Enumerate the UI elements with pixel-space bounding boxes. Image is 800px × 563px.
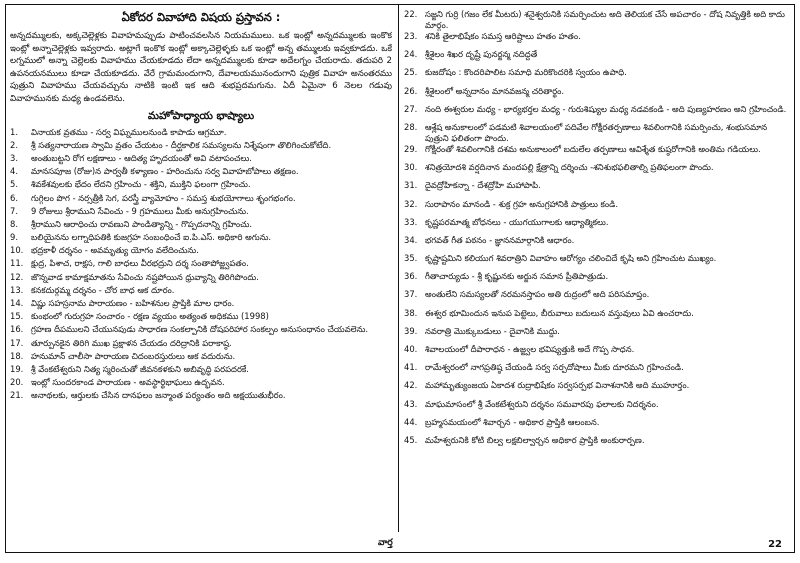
item-text: కుంభంలో గురుగ్రహ సంచారం - రక్షణ వ్యయం అత్యంత అధికము (1998) xyxy=(31,311,269,322)
item-number: 37. xyxy=(404,289,418,300)
item-number: 5. xyxy=(10,179,18,190)
list-item xyxy=(404,217,790,235)
item-text: మాఘమాసంలో శ్రీ వేంకటేశ్వరుని దర్శనం సమవారపు ఫలాలకు నిదర్శనం. xyxy=(425,398,659,409)
item-number: 11. xyxy=(10,258,24,269)
item-text: మహేశ్వరునికి కోటి బిల్వ లక్షబిల్వార్చన అధికార ప్రాప్తికి అంకురార్పణ. xyxy=(425,434,645,445)
list-item xyxy=(404,344,790,362)
item-text: సజ్జని గుర్రి (గజం లేక మీటరు) శనైశ్వరునికి సమర్పించుట అది తెలియక చేసే అపచారం - దోష నివృత్తికి అది కాదు మార్గం. xyxy=(425,9,785,30)
item-number: 23. xyxy=(404,31,418,41)
item-number: 7. xyxy=(10,205,18,216)
list-item xyxy=(404,162,790,180)
list-item xyxy=(10,338,392,351)
intro-paragraph: అన్నదమ్ములకు, అక్కచెల్లెళ్లకు వివాహమప్పుడు పాటించవలసిన నియమములు. ఒక ఇంట్లో అన్నదమ్ములకు ఇంకొక ఇంట్లో అన్నాచెల్లెళ్లకు ఇవ్వరాదు. అట్లాగే ఇంకొక ఇంట్లో అక్కాచెల్లెళ్ళకు ఒక ఇంట్లో అన్న తమ్ములకు ఇవ్వకూడదు. ఒకే లగ్నములో అన్నా చెల్లెలకు వివాహము చేయకూడదు లేదా అన్నదమ్ములకు కూడా అదేలగ్నం చేయరాదు. తదుపరి 2 ఉపనయనములు కూడా చేయకూడదు. వేరే గ్రామమందుగాని, దేవాలయమునందుగాని పుత్రిక వివాహ అనంతరము పుత్రుని వివాహము చేయవచ్చును నాటికి ఇంటి ఇక ఆది శుభప్రదమగును. ఏదీ ఏమైనా 6 నెలల గడువు వివాహమునకు మధ్య ఉండవలెను. xyxy=(10,31,392,104)
list-item xyxy=(404,362,790,380)
list-item xyxy=(10,377,392,390)
item-text: దైవద్రోహికన్నా - దేశద్రోహి మహాపాపి. xyxy=(425,180,541,191)
item-number: 44. xyxy=(404,416,418,427)
list-item xyxy=(10,127,392,140)
item-number: 33. xyxy=(404,216,418,227)
item-text: మానసపూజ (రోజు)న పార్వతీ కళ్యాణం - హరించును సర్వ వివాహబోపాలు తక్షణం. xyxy=(31,166,299,177)
list-item xyxy=(10,311,392,324)
item-number: 43. xyxy=(404,398,418,409)
item-number: 24. xyxy=(404,49,418,60)
list-item xyxy=(404,435,790,453)
item-number: 10. xyxy=(10,245,24,256)
item-number: 40. xyxy=(404,344,418,354)
item-number: 36. xyxy=(404,271,418,282)
list-item xyxy=(404,399,790,417)
item-text: క్షుద్ర, పిశాచ, రాక్షస, గాలి బాధలు వీరభద్రుని దర్శ సంతాపోజ్జ్వపతం. xyxy=(31,258,249,269)
item-number: 41. xyxy=(404,362,418,373)
list-item xyxy=(10,166,392,179)
item-number: 27. xyxy=(404,103,418,114)
item-number: 30. xyxy=(404,162,418,173)
list-item xyxy=(404,9,790,31)
list-item xyxy=(404,144,790,162)
item-text: శ్రీ వేంకటేశ్వరుని నిత్య స్మరించుతో జీవనకళకుని అబివృద్ధి పరపదరకే. xyxy=(31,363,249,374)
section-subtitle: మహోపాధ్యాయ భాష్యాలు xyxy=(147,109,255,122)
item-text: అనాథలకు, ఆర్తులకు చేసిన దానఫలం జన్మాంత పర్యంతం అది అక్షయుతుభీరం. xyxy=(31,390,286,401)
item-text: కనకదుర్గమ్మ దర్శనం - చోర బాధ ఆక దూరం. xyxy=(31,284,175,295)
section-title: ఏకోదర వివాహాది విషయ ప్రస్తావన : xyxy=(121,10,281,24)
item-number: 8. xyxy=(10,218,18,229)
item-number: 19. xyxy=(10,363,24,374)
item-number: 32. xyxy=(404,198,418,209)
item-number: 21. xyxy=(10,390,24,401)
item-text: తూర్పునకైన తిరిగి ముఖ ప్రక్షాళన చేయడం దరిద్రానికి పరాకాష్ఠ. xyxy=(31,337,232,348)
list-item xyxy=(404,104,790,122)
right-numbered-list xyxy=(404,9,790,453)
list-item xyxy=(404,380,790,398)
item-text: ఆశ్లేష అనుకాలంలో పడమటి శివాలయంలో పదివేల గోక్షీరతర్పణాలు శివలింగానికి సమర్పించు, శంభుసమాన పుత్రుని ఫలితంగా పొందు. xyxy=(425,121,768,143)
list-item xyxy=(404,31,790,49)
list-item xyxy=(10,153,392,166)
list-item xyxy=(10,140,392,153)
item-text: గ్రహణ దీపములని చేయునపుడు సాధారణ సంకల్పానికి దోషపరిహార సంకల్పం అనుసంధానం చేయవలెను. xyxy=(31,324,369,335)
item-number: 38. xyxy=(404,307,418,318)
item-text: భద్రకాళీ దర్శనం - అవమృత్యు యోగం వలేదించును. xyxy=(31,245,199,256)
item-text: శ్రీ సత్యనారాయణ స్వామి వ్రతం చేయటం - దీర్ఘకాలిక సమస్యలను నిశ్శేషంగా తొలిగించుకోటేది. xyxy=(31,139,332,150)
item-number: 29. xyxy=(404,143,418,154)
list-item xyxy=(404,271,790,289)
item-text: శ్రీశైలం శిఖర దృష్టే పునర్జన్మ నదిద్దతే xyxy=(425,49,538,60)
item-text: శనిత్రయోదశి వర్షదినాన మందపల్లి క్షేత్రాన్ని దర్శించు -శనిశుభఫలితాల్ని ప్రతిఫలంగా పొందు. xyxy=(425,162,714,173)
right-column xyxy=(404,9,790,531)
list-item xyxy=(404,180,790,198)
item-text: జొన్నవాడ కామాక్షమాతను సేవించు నష్టపోయిన ధ్రువ్యాన్ని తిరిగిపొందు. xyxy=(31,271,259,282)
item-number: 12. xyxy=(10,271,24,282)
item-text: అంతులేని సమస్యలతో నరమనస్తాపం అతి రుద్రంలో అది పరిసమాప్తం. xyxy=(425,289,650,300)
item-text: నవరాత్రి మొక్కుబడులు - దైవానికి ముద్దు. xyxy=(425,325,560,336)
list-item xyxy=(10,193,392,206)
list-item xyxy=(10,245,392,258)
page-number: 22 xyxy=(768,539,782,550)
item-number: 42. xyxy=(404,380,418,391)
item-text: శనికి తైలాభిషేకం సమస్త ఆరిష్టాలు హతం హతం. xyxy=(425,31,581,41)
item-text: శ్రీశైలంలో అన్నదానం మానవజన్మ చరితార్థం. xyxy=(425,85,565,96)
item-number: 4. xyxy=(10,166,18,177)
footer-publication-name: వార్త xyxy=(378,538,393,548)
list-item xyxy=(10,258,392,271)
list-item xyxy=(404,289,790,307)
list-item xyxy=(404,308,790,326)
item-text: ఈశ్వర భూమిందున ఇనుప పెట్టెలు, బీరువాలు బదులున వస్తువులు ఏవి ఉంచరాదు. xyxy=(425,307,694,318)
list-item xyxy=(10,232,392,245)
list-item xyxy=(10,179,392,192)
list-item xyxy=(404,235,790,253)
item-number: 14. xyxy=(10,298,24,308)
item-text: బలియైనను లగ్నాధిపతికి కుజగ్రహ సంబంధించే ఐ.పి.ఎస్. అధికారి అగును. xyxy=(31,232,272,243)
list-item xyxy=(404,86,790,104)
list-item xyxy=(10,272,392,285)
item-text: అంతుబట్టని రోగ లక్షణాలు - ఆదిత్య హృదయంతో అవి వటాపంచలు. xyxy=(31,152,252,163)
item-number: 6. xyxy=(10,192,18,203)
left-column xyxy=(10,9,392,531)
item-number: 17. xyxy=(10,337,24,348)
item-text: కుజదోషం : కొందరిపాలిట సమాధి మరికొందరికి స్వయం ఉపాధి. xyxy=(425,67,627,78)
item-number: 9. xyxy=(10,232,18,243)
item-number: 1. xyxy=(10,126,18,137)
item-text: విష్ణు సహస్రనామ పారాయణం - బహిశనుల ప్రాప్తికి మాల ధారం. xyxy=(31,298,235,308)
item-number: 13. xyxy=(10,284,24,295)
list-item xyxy=(404,49,790,67)
document-page xyxy=(5,4,795,553)
item-text: నంది ఈశ్వరుల మధ్య - భార్యభర్తల మధ్య - గురుశిష్యుల మధ్య నడవకండి - అది పుణ్యహరణం అని గ్రహించండి. xyxy=(425,103,787,114)
item-text: ఇంట్లో సుందరకాండ పారాయణ - అవస్థార్థిభాఘలు ఉద్భవన. xyxy=(31,377,225,388)
item-number: 35. xyxy=(404,253,418,264)
item-text: గోక్షీరంతో శివలింగానికి దశమ అనుకాలంలో బదులేల తర్పణాలు ఆవిశ్శేత కుష్ఠరోగానికి అంతిమ గడియలు. xyxy=(425,143,761,154)
item-text: హనుమాన్ చాలీసా పారాయణ చిదంబరస్తురులు ఆక వదురును. xyxy=(31,350,236,361)
list-item xyxy=(10,324,392,337)
list-item xyxy=(10,219,392,232)
item-number: 3. xyxy=(10,152,18,163)
item-number: 18. xyxy=(10,350,24,361)
item-text: శివాలయంలో దీపారాధన - ఉజ్జ్వల భవిష్యత్తుకి అదే గొప్ప సాధన. xyxy=(425,344,635,354)
left-numbered-list xyxy=(10,127,392,404)
item-text: గుగ్గిలం పొగ - నర్సత్రీకి సెగ, పరస్త్రీ వ్యామోహం - సమస్త శుభయోగాలు శృంగభంగం. xyxy=(31,192,296,203)
item-text: 9 రోజులు శ్రీరాముని సేవించు - 9 గ్రహములు మీకు అనుగ్రహించును. xyxy=(31,205,249,216)
item-text: భగవత్ గీత పఠనం - జ్ఞాననమార్గానికి ఆధారం. xyxy=(425,234,575,245)
item-text: కృష్ణపరమాత్మ బోధనలు - యుగయుగాలకు ఆధ్యాత్మికలు. xyxy=(425,216,609,227)
item-number: 2. xyxy=(10,139,18,150)
list-item xyxy=(10,285,392,298)
list-item xyxy=(404,417,790,435)
list-item xyxy=(10,364,392,377)
list-item xyxy=(404,199,790,217)
item-number: 45. xyxy=(404,434,418,445)
item-number: 15. xyxy=(10,311,24,322)
item-text: రామేశ్వరంలో నాగప్రతిష్ఠ చేయండి సర్వ సర్పదోషాలు మీకు దూరమని గ్రహించండి. xyxy=(425,362,684,373)
item-text: మహామృత్యుంజయ ఏకాదశ రుద్రాభిషేకం సర్వసర్పభ వినాశనానికి అది ముహూర్తం. xyxy=(425,380,690,391)
list-item xyxy=(404,253,790,271)
item-text: సురాపానం మానండి - శుక్ర గ్రహ అనుగ్రహానికి పాత్రులు కండి. xyxy=(425,198,618,209)
item-number: 39. xyxy=(404,325,418,336)
item-text: వినాయక వ్రతము - సర్వ విఘ్నములనుండి కాపాడు ఆగ్రమూ. xyxy=(31,126,227,137)
item-number: 28. xyxy=(404,121,418,132)
item-text: శివకేశవులకు భేదం లేదని గ్రహించు - శక్తిని, ముక్తిని ఫలంగా గ్రహించు. xyxy=(31,179,251,190)
list-item xyxy=(10,206,392,219)
list-item xyxy=(10,351,392,364)
item-number: 25. xyxy=(404,67,418,78)
item-number: 16. xyxy=(10,324,24,335)
list-item xyxy=(10,298,392,311)
list-item xyxy=(404,67,790,85)
item-number: 22. xyxy=(404,9,418,19)
list-item xyxy=(10,390,392,403)
item-text: కృష్ణాష్టమిని కలియుగ శివరాత్రిని వివాహం ఆరోగ్యం చలించిదే కృషి అని గ్రహించుట ముఖ్యం. xyxy=(425,253,717,264)
item-number: 20. xyxy=(10,377,24,388)
item-text: శ్రీరాముని ఆరాధించు రావణుని పాండిత్యాన్ని - గొప్పదనాన్ని గ్రహించు. xyxy=(31,218,253,229)
item-text: బ్రహ్మసమయంలో శివార్చన - అధికార ప్రాప్తికి ఆలంబన. xyxy=(425,416,600,427)
list-item xyxy=(404,326,790,344)
item-text: గీతాచార్యుడు - శ్రీ కృష్ణునకు అర్జున సమాన ప్రీతిపాత్రుడు. xyxy=(425,271,609,282)
list-item xyxy=(404,122,790,144)
item-number: 34. xyxy=(404,234,418,245)
column-divider xyxy=(398,5,399,532)
item-number: 31. xyxy=(404,180,418,191)
item-number: 26. xyxy=(404,85,418,96)
